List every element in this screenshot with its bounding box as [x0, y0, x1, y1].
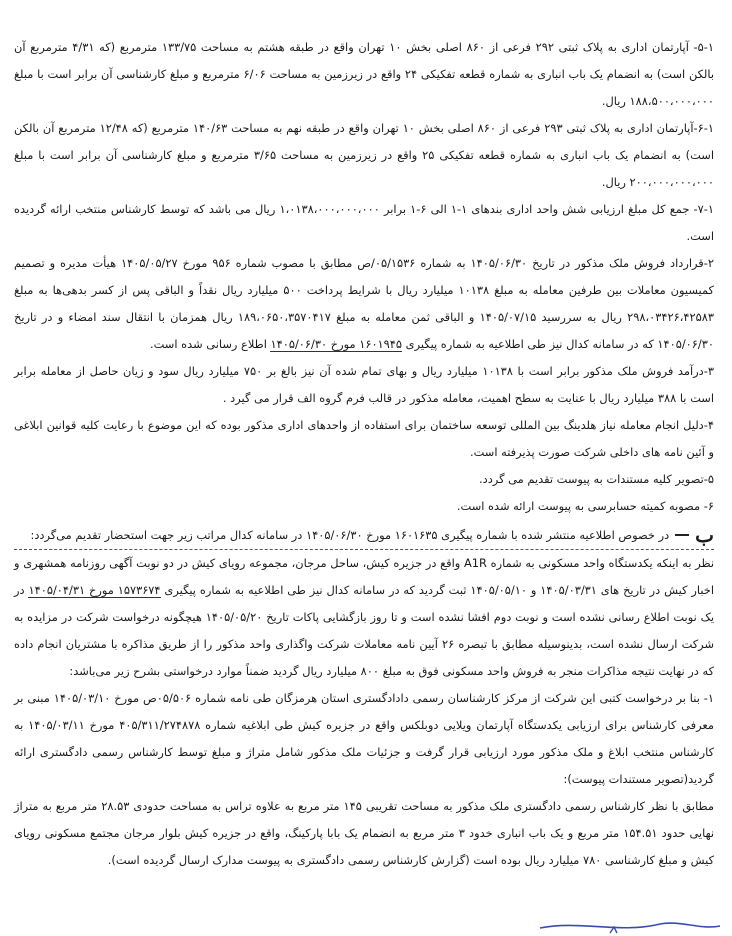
paragraph-6-1: ۶-۱-آپارتمان اداری به پلاک ثبتی ۲۹۳ فرعی از ۸۶۰ اصلی بخش ۱۰ تهران واقع در طبقه نهم به مساحت ۱۴۰/۶۳ مترمربع (که ۱۲/۴۸ مترمربع آن بالکن است) به انضمام یک باب انباری به شماره قطعه تفکیکی ۲۵ واقع در زیرزمین به مساحت ۳/۶۵ مترمربع و مبلغ کارشناسی آن برابر است با مبلغ ۲۰۰،۰۰۰،۰۰۰،۰۰۰ ریال.: [14, 121, 714, 189]
intro-text-tail: در یک نوبت اطلاع رسانی نشده است و نوبت دوم افشا نشده است و تا روز بازگشایی پاکات تاریخ ۱۴۰۵/۰۵/۲۰ هیچگونه درخواست شرکت در مزایده به شرکت ارسال نشده است، بدینوسیله مطابق با تبصره ۲۶ آیین نامه معاملات شرکت واگذاری واحد مذکور را از طریق مذاکره با مشتریان انجام داده که در نهایت نتیجه مذاکرات منجر به فروش واحد مسکونی فوق به مبلغ ۸۰۰ میلیارد ریال گردید ضمناً موارد درخواستی بشرح زیر می‌باشد:: [14, 583, 715, 678]
signature-stroke: [0, 916, 732, 936]
paragraph-4-reason: ۴-دلیل انجام معامله نیاز هلدینگ بین المللی توسعه ساختمان برای استفاده از واحدهای اداری مذکور بوده که این موضوع با رعایت کلیه قوانین ابلاغی و آئین نامه های داخلی شرکت صورت پذیرفته است.: [14, 418, 714, 459]
paragraph-b2: مطابق با نظر کارشناس رسمی دادگستری ملک مذکور به مساحت تقریبی ۱۴۵ متر مربع به علاوه تراس به مساحت حدودی ۲۸.۵۳ متر مربع به متراژ نهایی حدود ۱۵۴.۵۱ متر مربع و یک باب انباری خدود ۳ متر مربع به انضمام یک بابا پارکینگ، واقع در جزیره کیش بلوار مرجان مجتمع مسکونی رویای کیش و مبلغ کارشناسی ۷۸۰ میلیارد ریال بوده است (گزارش کارشناس رسمی دادگستری به پیوست مدارک ارسال گردیده است).: [14, 799, 714, 867]
paragraph-b1: ۱- بنا بر درخواست کتبی این شرکت از مرکز کارشناسان رسمی دادادگستری استان هرمزگان طی نامه شماره ۰۵/۵۰۶ص مورخ ۱۴۰۵/۰۳/۱۰ مبنی بر معرفی کارشناس برای ارزیابی یکدستگاه آپارتمان ویلایی دوبلکس واقع در جزیره کیش طی ابلاغیه شماره ۴۰۵/۳۱۱/۲۷۴۸۷۸ مورخ ۱۴۰۵/۰۳/۱۱ به کارشناس منتخب ابلاغ و ملک مذکور مورد ارزیابی قرار گرفت و جزئیات ملک مذکور شامل متراژ و مبلغ توسط کارشناس رسمی دادگستری ارائه گردید(تصویر مستندات پیوست):: [14, 691, 714, 786]
unit-code: A1R: [463, 556, 487, 570]
tracking-reference: ۱۶۰۱۹۴۵ مورخ ۱۴۰۵/۰۶/۳۰: [270, 337, 403, 351]
intro-text: نظر به اینکه یکدستگاه واحد مسکونی به شماره: [486, 556, 714, 570]
paragraph-2-tail: اطلاع رسانی شده است.: [149, 337, 271, 351]
paragraph-3-revenue: ۳-درآمد فروش ملک مذکور برابر است با ۱۰۱۳۸ میلیارد ریال و بهای تمام شده آن نیز بالغ بر ۷۵۰ میلیارد ریال سود و زیان حاصل از معامله برابر است با ۳۸۸ میلیارد ریال با عنایت به سطح اهمیت، معامله مذکور در قالب فرم گروه الف قرار می گیرد .: [14, 364, 714, 405]
paragraph-6-audit: ۶- مصوبه کمیته حسابرسی به پیوست ارائه شده است.: [456, 499, 714, 513]
intro-text-middle: واقع در جزیره کیش، ساحل مرجان، مجموعه رویای کیش در دو نوبت آگهی روزنامه همشهری و اخبار کیش در تاریخ های ۱۴۰۵/۰۳/۳۱ و ۱۴۰۵/۰۵/۱۰ ثبت گردید که در سامانه کدال نیز طی اطلاعیه به شماره پیگیری: [14, 556, 714, 597]
paragraph-5-1: ۵-۱- آپارتمان اداری به پلاک ثبتی ۲۹۲ فرعی از ۸۶۰ اصلی بخش ۱۰ تهران واقع در طبقه هشتم به مساحت ۱۳۳/۷۵ مترمربع (که ۴/۳۱ مترمربع آن بالکن است) به انضمام یک باب انباری به شماره قطعه تفکیکی ۲۴ واقع در زیرزمین به مساحت ۶/۰۶ مترمربع و مبلغ کارشناسی آن برابر است با مبلغ ۱۸۸،۵۰۰،۰۰۰،۰۰۰ ریال.: [14, 40, 715, 108]
paragraph-2-contract: [14, 250, 714, 358]
section-b-letter: ب: [695, 523, 714, 547]
paragraph-2-text: ۲-قرارداد فروش ملک مذکور در تاریخ ۱۴۰۵/۰۶/۳۰ به شماره ۰۵/۱۵۳۶/ص مطابق با مصوب شماره ۹۵۶ مورخ ۱۴۰۵/۰۵/۲۷ هیأت مدیره و تصمیم کمیسیون معاملات بین طرفین معامله به مبلغ ۱۰۱۳۸ میلیارد ریال با شرایط پرداخت ۵۰۰ میلیارد ریال نقداً و الباقی پس از کسر بدهی‌ها به مبلغ ۲۹۸،۰۳۴۲۶،۴۲۵۸۳ ریال به سررسید ۱۴۰۵/۰۷/۱۵ و الباقی ثمن معامله به مبلغ ۱۸۹،۰۶۵۰،۳۵۷۰۴۱۷ ریال همزمان با انتقال سند امضاء و در تاریخ ۱۴۰۵/۰۶/۳۰ که در سامانه کدال نیز طی اطلاعیه به شماره پیگیری: [14, 256, 715, 351]
paragraph-7-1: ۷-۱- جمع کل مبلغ ارزیابی شش واحد اداری بندهای ۱-۱ الی ۶-۱ برابر ۱،۰۱۳۸،۰۰۰،۰۰۰،۰۰۰ ریال می باشد که توسط کارشناس منتخب ارائه گردیده است.: [14, 202, 714, 243]
paragraph-5-attachments: ۵-تصویر کلیه مستندات به پیوست تقدیم می گردد.: [479, 472, 714, 486]
section-b-dash: [675, 534, 689, 536]
section-b-heading: [14, 522, 714, 550]
paragraph-intro: [14, 550, 714, 685]
section-b-title: در خصوص اطلاعیه منتشر شده با شماره پیگیری ۱۶۰۱۶۳۵ مورخ ۱۴۰۵/۰۶/۳۰ در سامانه کدال مراتب زیر جهت استحضار تقدیم می‌گردد:: [30, 528, 670, 542]
intro-tracking-reference: ۱۵۷۳۶۷۴ مورخ ۱۴۰۵/۰۴/۳۱: [28, 583, 161, 597]
